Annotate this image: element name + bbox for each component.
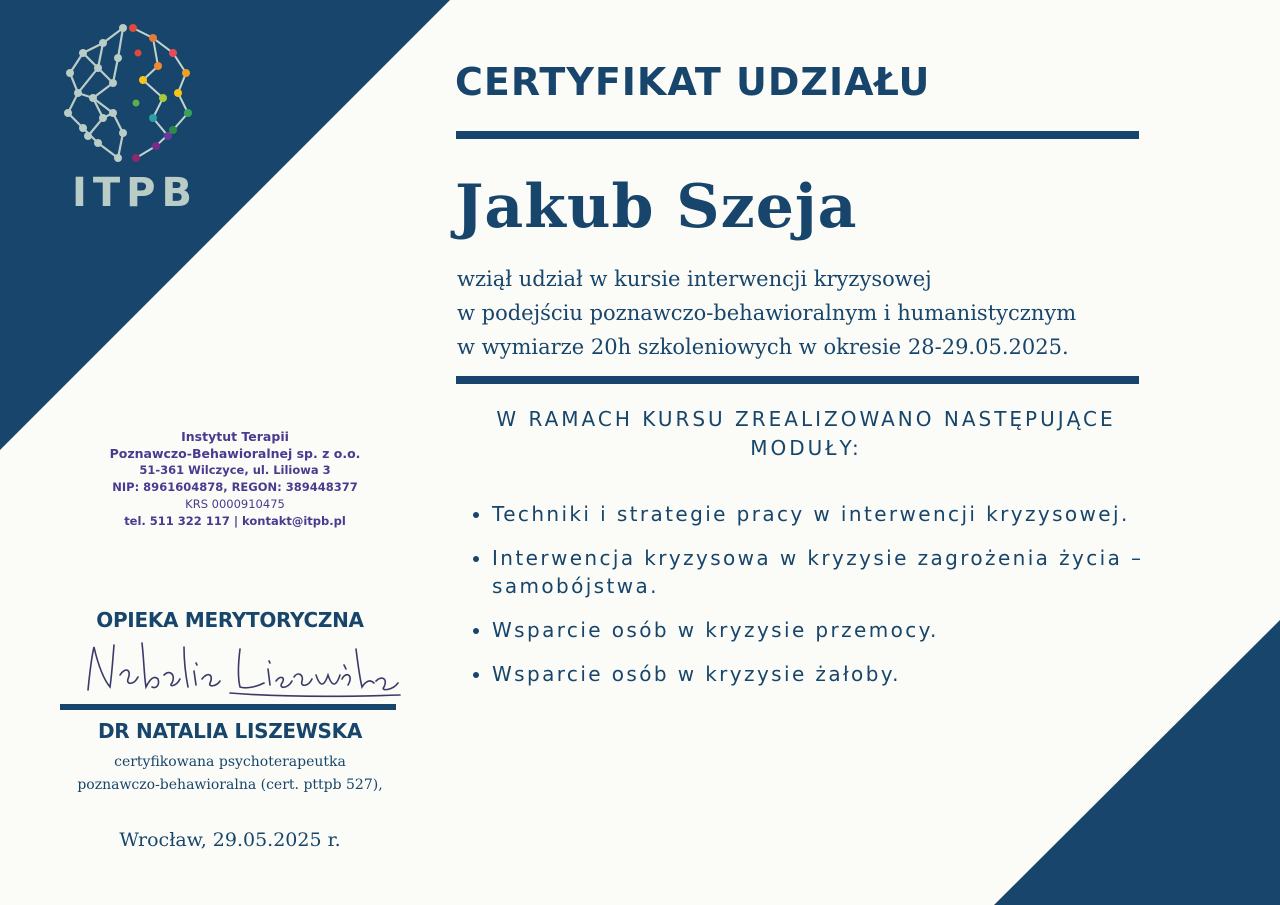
top-divider [456,131,1139,139]
place-and-date: Wrocław, 29.05.2025 r. [119,829,341,851]
stamp-line: Poznawczo-Behawioralnej sp. z o.o. [109,446,361,461]
description-line: w wymiarze 20h szkoleniowych w okresie 28-29.05.2025. [457,335,1069,359]
supervision-label: OPIEKA MERYTORYCZNA [96,608,364,632]
recipient-name: Jakub Szeja [455,172,858,242]
module-item: • Techniki i strategie pracy w interwencji kryzysowej. [492,500,1222,528]
stamp-line: tel. 511 322 117 | kontakt@itpb.pl [124,514,346,528]
stamp-line: NIP: 8961604878, REGON: 389448377 [112,480,358,494]
modules-list [470,500,1222,704]
modules-heading: W RAMACH KURSU ZREALIZOWANO NASTĘPUJĄCE MODUŁY: [496,407,1116,460]
stamp-line: Instytut Terapii [181,429,289,444]
module-item: • Interwencja kryzysowa w kryzysie zagrożenia życia – samobójstwa. [492,544,1222,600]
handwritten-signature [80,635,410,705]
company-stamp [90,428,380,530]
supervisor-credentials [40,751,420,797]
supervisor-name: DR NATALIA LISZEWSKA [97,719,363,743]
logo-text: ITPB [72,170,198,216]
stamp-line: 51-361 Wilczyce, ul. Liliowa 3 [139,463,331,477]
module-item: • Wsparcie osób w kryzysie przemocy. [492,616,1222,644]
module-item: • Wsparcie osób w kryzysie żałoby. [492,660,1222,688]
brain-network-icon [58,18,198,168]
credentials-line: poznawczo-behawioralna (cert. pttpb 527), [77,777,383,793]
description-line: w podejściu poznawczo-behawioralnym i humanistycznym [457,301,1077,325]
middle-divider [456,376,1139,384]
certificate-title: CERTYFIKAT UDZIAŁU [455,60,931,104]
credentials-line: certyfikowana psychoterapeutka [114,754,346,770]
certificate-description [457,262,1076,364]
signature-line [60,704,396,710]
description-line: wziął udział w kursie interwencji kryzysowej [457,267,932,291]
stamp-line: KRS 0000910475 [185,497,285,511]
